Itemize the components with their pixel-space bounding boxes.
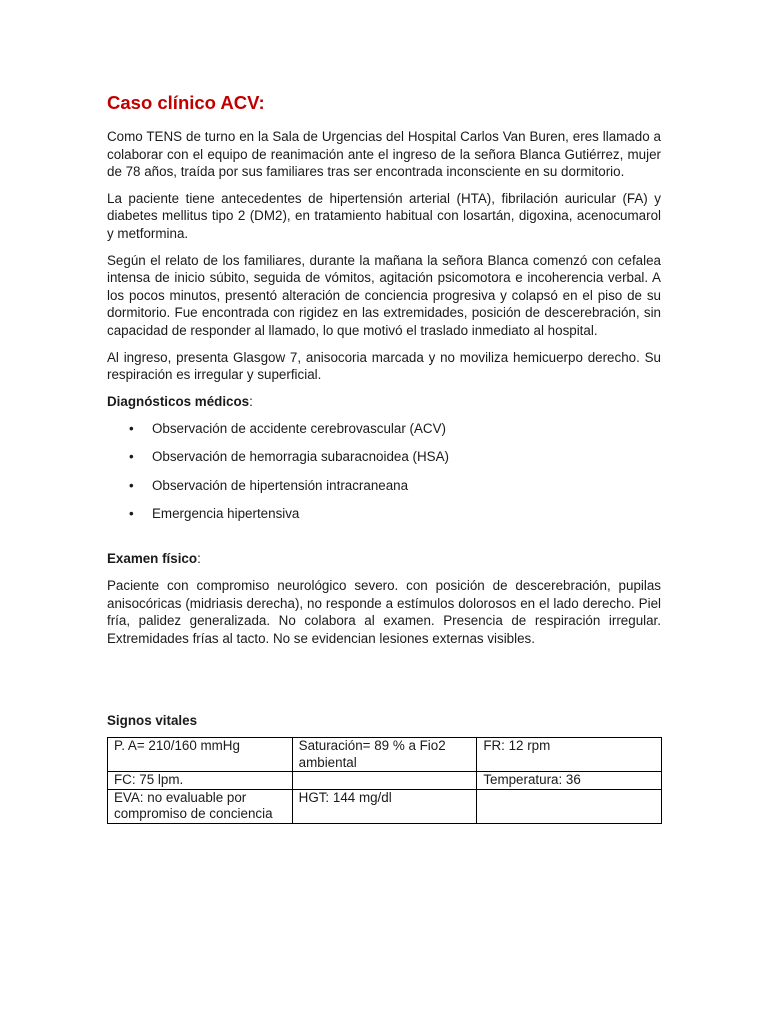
table-cell bbox=[477, 789, 662, 823]
diagnosticos-heading-colon: : bbox=[249, 393, 253, 409]
table-cell: P. A= 210/160 mmHg bbox=[108, 738, 293, 772]
bullet-dot: • bbox=[129, 505, 134, 521]
table-cell bbox=[292, 772, 477, 790]
list-item-text: Observación de accidente cerebrovascular (ACV) bbox=[152, 421, 446, 437]
diagnosticos-heading-text: Diagnósticos médicos bbox=[107, 393, 250, 409]
list-item bbox=[107, 448, 661, 466]
bullet-dot: • bbox=[129, 421, 134, 437]
list-item-text: Emergencia hipertensiva bbox=[152, 505, 300, 521]
table-cell: EVA: no evaluable por compromiso de conciencia bbox=[108, 789, 293, 823]
antecedentes-paragraph: La paciente tiene antecedentes de hipertensión arterial (HTA), fibrilación auricular (FA) y diabetes mellitus tipo 2 (DM2), en tratamiento habitual con losartán, digoxina, acenocumarol y metformina. bbox=[107, 190, 661, 241]
list-item bbox=[107, 477, 661, 495]
table-cell: HGT: 144 mg/dl bbox=[292, 789, 477, 823]
list-item-text: Observación de hemorragia subaracnoidea (HSA) bbox=[152, 449, 449, 465]
bullet-dot: • bbox=[129, 449, 134, 465]
list-item bbox=[107, 505, 661, 523]
diagnosticos-heading bbox=[107, 393, 661, 411]
table-row bbox=[108, 772, 662, 790]
examen-heading bbox=[107, 550, 661, 568]
examen-heading-text: Examen físico bbox=[107, 550, 198, 566]
list-item-text: Observación de hipertensión intracraneana bbox=[152, 477, 409, 493]
examen-paragraph: Paciente con compromiso neurológico severo. con posición de descerebración, pupilas anisocóricas (midriasis derecha), no responde a estímulos dolorosos en el lado derecho. Piel fría, palidez generalizada. No colabora al examen. Presencia de respiración irregular. Extremidades frías al tacto. No se evidencian lesiones externas visibles. bbox=[107, 578, 661, 647]
table-row bbox=[108, 789, 662, 823]
intro-paragraph: Como TENS de turno en la Sala de Urgencias del Hospital Carlos Van Buren, eres llamado a colaborar con el equipo de reanimación ante el ingreso de la señora Blanca Gutiérrez, mujer de 78 años, traída por sus familiares tras ser encontrada inconsciente en su dormitorio. bbox=[107, 129, 661, 180]
table-cell: FC: 75 lpm. bbox=[108, 772, 293, 790]
spacer bbox=[107, 657, 661, 712]
diagnosticos-list bbox=[107, 420, 661, 522]
table-cell: Saturación= 89 % a Fio2 ambiental bbox=[292, 738, 477, 772]
list-item bbox=[107, 420, 661, 438]
table-cell: FR: 12 rpm bbox=[477, 738, 662, 772]
document-title: Caso clínico ACV: bbox=[107, 92, 265, 113]
examen-heading-colon: : bbox=[197, 550, 201, 566]
spacer bbox=[107, 533, 661, 550]
relato-paragraph: Según el relato de los familiares, durante la mañana la señora Blanca comenzó con cefalea intensa de inicio súbito, seguida de vómitos, agitación psicomotora e incoherencia verbal. A los pocos minutos, presentó alteración de conciencia progresiva y colapsó en el piso de su dormitorio. Fue encontrada con rigidez en las extremidades, posición de descerebración, sin capacidad de responder al llamado, lo que motivó el traslado inmediato al hospital. bbox=[107, 252, 661, 338]
vitals-table bbox=[107, 737, 662, 824]
bullet-dot: • bbox=[129, 477, 134, 493]
signos-heading: Signos vitales bbox=[107, 712, 198, 728]
table-row bbox=[108, 738, 662, 772]
table-cell: Temperatura: 36 bbox=[477, 772, 662, 790]
ingreso-paragraph: Al ingreso, presenta Glasgow 7, anisocoria marcada y no moviliza hemicuerpo derecho. Su respiración es irregular y superficial. bbox=[107, 349, 661, 383]
